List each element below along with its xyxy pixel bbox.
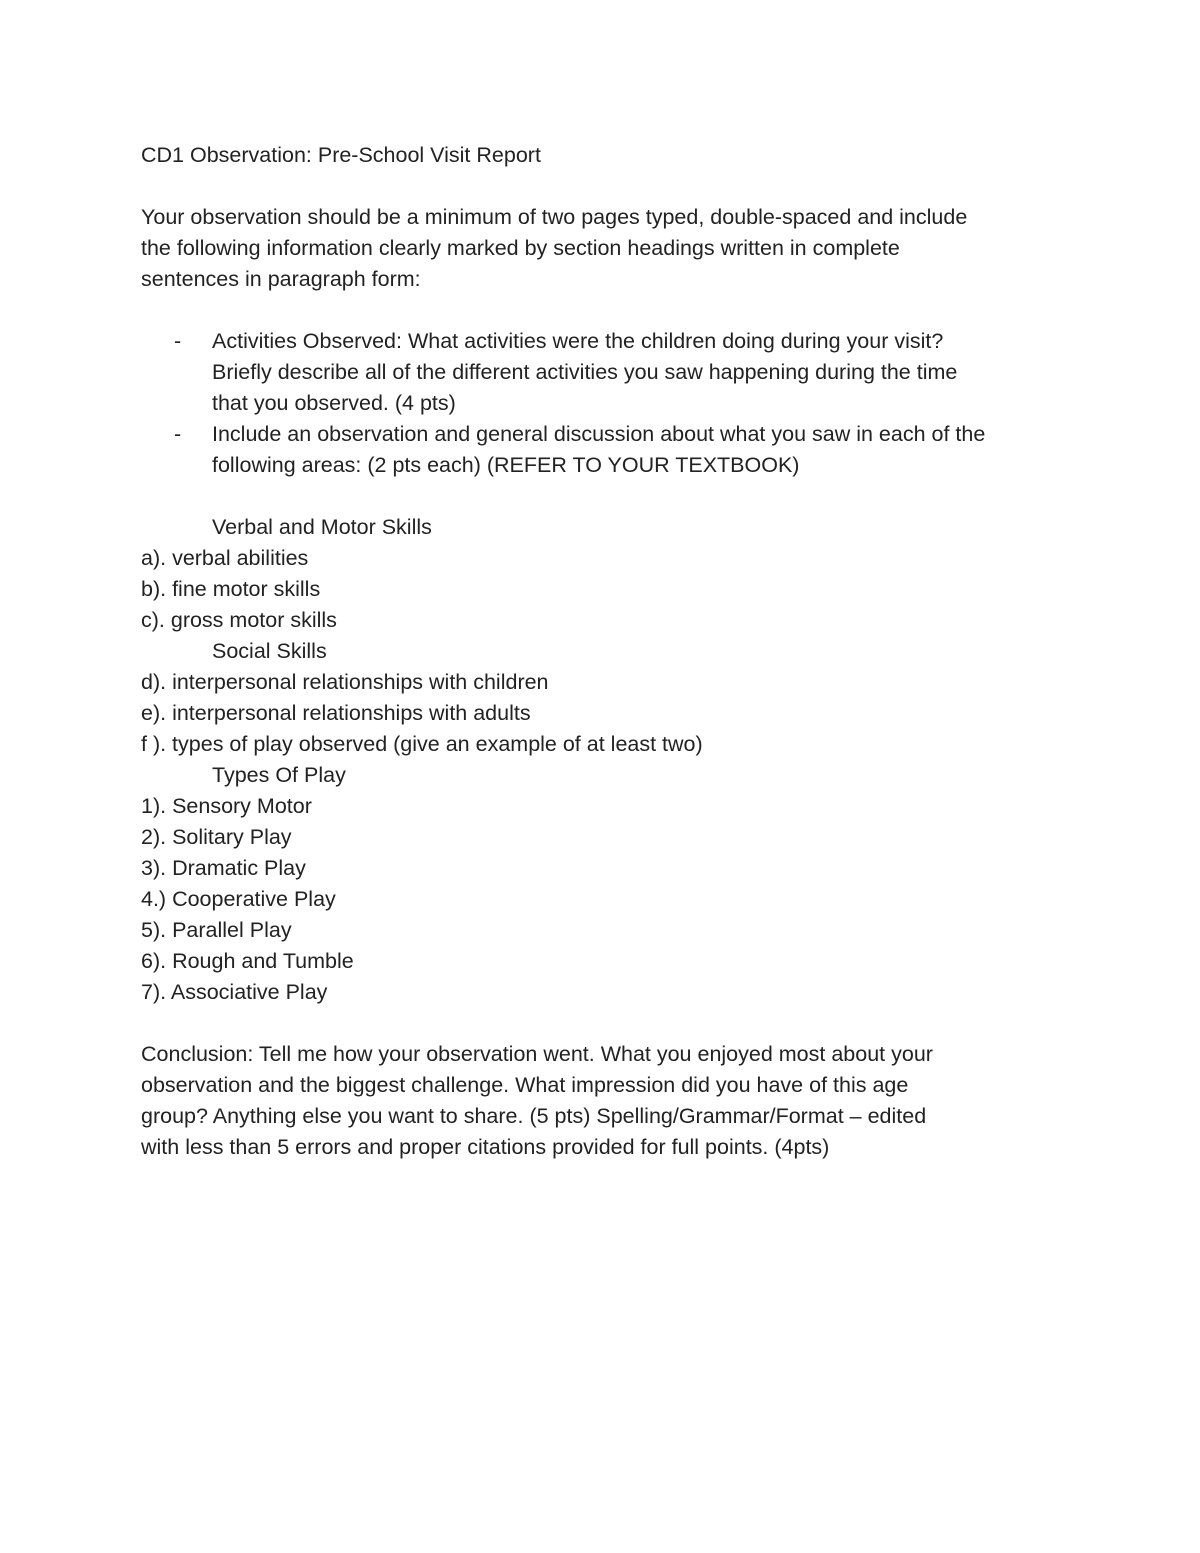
conclusion-line: Conclusion: Tell me how your observation went. What you enjoyed most about your xyxy=(141,1042,933,1066)
list-item: d). interpersonal relationships with children xyxy=(141,670,549,694)
list-item: f ). types of play observed (give an example of at least two) xyxy=(141,732,703,756)
conclusion-line: observation and the biggest challenge. What impression did you have of this age xyxy=(141,1073,909,1097)
conclusion-paragraph xyxy=(141,1039,1081,1163)
requirement-observation-areas xyxy=(141,419,1081,481)
spacer xyxy=(141,481,1081,512)
list-item: 4.) Cooperative Play xyxy=(141,887,336,911)
bullet-dash: - xyxy=(174,329,182,353)
intro-line: the following information clearly marked by section headings written in complete xyxy=(141,236,900,260)
section-heading: Verbal and Motor Skills xyxy=(212,515,432,539)
spacer xyxy=(141,171,1081,202)
section-verbal-motor-skills xyxy=(141,512,1081,636)
conclusion-line: with less than 5 errors and proper citations provided for full points. (4pts) xyxy=(141,1135,830,1159)
list-item: 2). Solitary Play xyxy=(141,825,292,849)
intro-line: Your observation should be a minimum of two pages typed, double-spaced and include xyxy=(141,205,968,229)
document-page xyxy=(141,140,1081,1163)
bullet-line: Include an observation and general discussion about what you saw in each of the xyxy=(212,422,986,446)
list-item: a). verbal abilities xyxy=(141,546,309,570)
section-heading: Social Skills xyxy=(212,639,327,663)
section-types-of-play xyxy=(141,760,1081,1008)
list-item: 5). Parallel Play xyxy=(141,918,292,942)
bullet-dash: - xyxy=(174,422,182,446)
bullet-line: Activities Observed: What activities were the children doing during your visit? xyxy=(212,329,944,353)
list-item: e). interpersonal relationships with adults xyxy=(141,701,531,725)
bullet-line: that you observed. (4 pts) xyxy=(212,391,456,415)
bullet-line: Briefly describe all of the different activities you saw happening during the time xyxy=(212,360,958,384)
list-item: c). gross motor skills xyxy=(141,608,337,632)
list-item: 6). Rough and Tumble xyxy=(141,949,354,973)
document-title: CD1 Observation: Pre-School Visit Report xyxy=(141,143,541,167)
list-item: 3). Dramatic Play xyxy=(141,856,306,880)
conclusion-line: group? Anything else you want to share. (5 pts) Spelling/Grammar/Format – edited xyxy=(141,1104,927,1128)
section-heading: Types Of Play xyxy=(212,763,346,787)
spacer xyxy=(141,295,1081,326)
list-item: b). fine motor skills xyxy=(141,577,321,601)
list-item: 1). Sensory Motor xyxy=(141,794,312,818)
intro-paragraph xyxy=(141,202,1081,295)
requirements-list xyxy=(141,326,1081,481)
spacer xyxy=(141,1008,1081,1039)
section-social-skills xyxy=(141,636,1081,760)
intro-line: sentences in paragraph form: xyxy=(141,267,421,291)
bullet-line: following areas: (2 pts each) (REFER TO YOUR TEXTBOOK) xyxy=(212,453,800,477)
requirement-activities-observed xyxy=(141,326,1081,419)
list-item: 7). Associative Play xyxy=(141,980,328,1004)
